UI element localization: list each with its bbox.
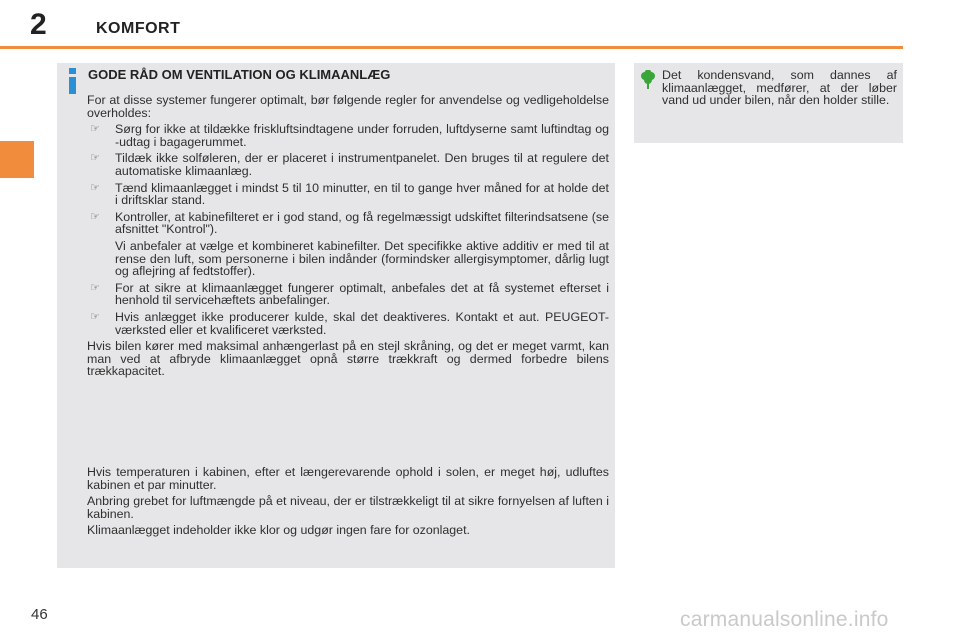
paragraph: Anbring grebet for luftmængde på et niveau, der er tilstrækkeligt til at sikre fornyelsen af luften i kabinen.: [87, 494, 609, 521]
advice-text-upper: [87, 94, 609, 382]
intro-paragraph: For at disse systemer fungerer optimalt, bør følgende regler for anvendelse og vedligeholdelse overholdes:: [87, 93, 609, 120]
hand-pointer-icon: ☞: [90, 122, 100, 136]
list-item: ☞ Sørg for ikke at tildække friskluftsindtagene under forruden, luftdyserne samt luftindtag og -udtag i bagagerummet.: [90, 122, 609, 149]
list-item: ☞ Kontroller, at kabinefilteret er i god stand, og få regelmæssigt udskiftet filterindsatsene (se afsnittet "Kontrol").: [90, 209, 609, 237]
list-item: ☞ Tænd klimaanlægget i mindst 5 til 10 minutter, en til to gange hver måned for at holde det i driftsklar stand.: [90, 180, 609, 208]
hand-pointer-icon: ☞: [90, 209, 100, 223]
info-icon: [67, 68, 79, 94]
filter-note: Vi anbefaler at vælge et kombineret kabinefilter. Det specifikke aktive additiv er med til at rense den luft, som personerne i bilen indånder (formindsker allergisymptomer, dårlig lugt og aflejring af fedtstoffer).: [115, 238, 609, 279]
chapter-number: 2: [30, 8, 47, 41]
watermark: carmanualsonline.info: [680, 608, 889, 631]
list-item: ☞ Tildæk ikke solføleren, der er placeret i instrumentpanelet. Den bruges til at regulere det automatiske klimaanlæg.: [90, 151, 609, 178]
list-item: ☞ For at sikre at klimaanlægget fungerer optimalt, anbefales det at få systemet efterset i henhold til servicehæftets anbefalinger.: [90, 280, 609, 308]
hand-pointer-icon: ☞: [90, 180, 100, 194]
hand-pointer-icon: ☞: [90, 151, 100, 165]
chapter-side-tab: [0, 141, 34, 178]
page-number: 46: [31, 606, 48, 623]
eco-tip-text: Det kondensvand, som dannes af klimaanlægget, medfører, at der løber vand ud under bilen, når den holder stille.: [662, 68, 897, 108]
hand-pointer-icon: ☞: [90, 280, 100, 294]
chapter-title: KOMFORT: [96, 20, 181, 37]
paragraph: Klimaanlægget indeholder ikke klor og udgør ingen fare for ozonlaget.: [87, 523, 470, 538]
advice-text-lower: [87, 466, 609, 541]
list-item: ☞ Hvis anlægget ikke producerer kulde, skal det deaktiveres. Kontakt et aut. PEUGEOT-værksted eller et kvalificeret værksted.: [90, 309, 609, 337]
header-rule: [0, 46, 903, 49]
panel-title: GODE RÅD OM VENTILATION OG KLIMAANLÆG: [88, 67, 391, 82]
paragraph: Hvis temperaturen i kabinen, efter et længerevarende ophold i solen, er meget høj, udluftes kabinen et par minutter.: [87, 465, 609, 492]
leaf-icon: [640, 70, 656, 90]
hand-pointer-icon: ☞: [90, 309, 100, 323]
towing-paragraph: Hvis bilen kører med maksimal anhængerlast på en stejl skråning, og det er meget varmt, kan man ved at afbryde klimaanlægget opnå større trækkraft og dermed forbedre bilens trækkapacitet.: [87, 339, 609, 379]
